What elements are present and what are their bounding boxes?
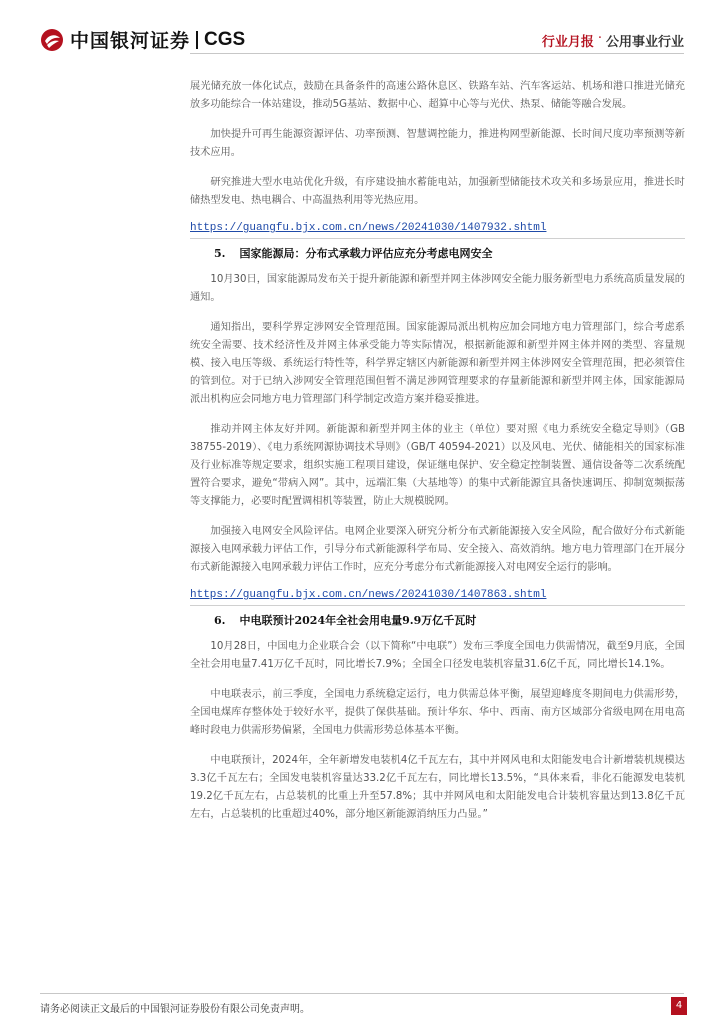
logo-cn-text: 中国银河证券 bbox=[70, 30, 191, 52]
header-separator: · bbox=[597, 31, 602, 46]
footer-disclaimer: 请务必阅读正文最后的中国银河证券股份有限公司免责声明。 bbox=[40, 1004, 310, 1015]
report-type: 行业月报 bbox=[541, 35, 594, 50]
footer-divider bbox=[40, 993, 684, 994]
company-logo bbox=[40, 26, 245, 53]
logo-divider bbox=[196, 31, 198, 49]
paragraph-risk: 加强接入电网安全风险评估。电网企业要深入研究分析分布式新能源接入安全风险，配合做好分布式新能源接入电网承载力评估工作，引导分布式新能源科学布局、安全接入、高效消纳。地方电力管理部门在开展分布式新能源接入电网承载力评估工作时，应充分考虑分布式新能源接入对电网安全运行的影响。 bbox=[190, 526, 685, 573]
paragraph-hydro: 研究推进大型水电站优化升级，有序建设抽水蓄能电站，加强新型储能技术攻关和多场景应用，推进长时储热型发电、热电耦合、中高温热利用等光热应用。 bbox=[190, 177, 685, 206]
paragraph-notice: 10月30日，国家能源局发布关于提升新能源和新型并网主体涉网安全能力服务新型电力系统高质量发展的通知。 bbox=[190, 274, 685, 303]
paragraph-supply-demand: 中电联表示，前三季度，全国电力系统稳定运行，电力供需总体平衡，展望迎峰度冬期间电力供需形势，全国电煤库存整体处于较好水平，提供了保供基础。预计华东、华中、西南、南方区域部分省级电网在用电高峰时段电力供需形势偏紧，全国电力供需形势总体基本平衡。 bbox=[190, 689, 685, 736]
logo-en-text: CGS bbox=[204, 28, 246, 50]
section-number: 5. bbox=[214, 247, 226, 260]
paragraph-grid-connection: 推动并网主体友好并网。新能源和新型并网主体的业主（单位）要对照《电力系统安全稳定导则》（GB 38755-2019）、《电力系统网源协调技术导则》（GB/T 40594-2021）以及风电、光伏、储能相关的国家标准及行业标准等规定要求，组织实施工程项目建设，保证继电保护、安全稳定控制装置、通信设备等二次系统配置符合要求，避免“带病入网”。其中，远端汇集（大基地等）的集中式新能源宜具备快速调压、抑制宽频振荡等支撑能力，必要时配置调相机等装置，防止大规模脱网。 bbox=[190, 424, 685, 507]
section-divider bbox=[190, 605, 685, 606]
paragraph-forecast: 加快提升可再生能源资源评估、功率预测、智慧调控能力，推进构网型新能源、长时间尺度功率预测等新技术应用。 bbox=[190, 129, 685, 158]
logo-mark-icon bbox=[40, 28, 64, 52]
report-body bbox=[190, 78, 685, 836]
paragraph-scope: 通知指出，要科学界定涉网安全管理范围。国家能源局派出机构应加会同地方电力管理部门，综合考虑系统安全需要、技术经济性及并网主体承受能力等实际情况，根据新能源和新型并网主体并网的类型、容量规模、接入电压等级、系统运行特性等，科学界定辖区内新能源和新型并网主体涉网安全管理范围，把必须管住的管到位。对于已纳入涉网安全管理范围但暂不满足涉网管理要求的存量新能源和新型并网主体，国家能源局派出机构应会同地方电力管理部门科学制定改造方案并稳妥推进。 bbox=[190, 322, 685, 405]
header-divider bbox=[190, 53, 684, 54]
industry-name: 公用事业行业 bbox=[605, 35, 684, 50]
source-link-1[interactable]: https://guangfu.bjx.com.cn/news/20241030/1407932.shtml bbox=[190, 222, 547, 234]
report-category bbox=[542, 31, 684, 50]
section-heading-5 bbox=[190, 245, 685, 261]
section-number: 6. bbox=[214, 614, 226, 627]
section-title: 国家能源局：分布式承载力评估应充分考虑电网安全 bbox=[239, 247, 493, 260]
page-number: 4 bbox=[671, 997, 687, 1015]
source-link-2[interactable]: https://guangfu.bjx.com.cn/news/20241030/1407863.shtml bbox=[190, 589, 547, 601]
paragraph-solar-storage: 展光储充放一体化试点，鼓励在具备条件的高速公路休息区、铁路车站、汽车客运站、机场和港口推进光储充放多功能综合一体站建设，推动5G基站、数据中心、超算中心等与光伏、热泵、储能等融合发展。 bbox=[190, 81, 685, 110]
section-heading-6 bbox=[190, 612, 685, 628]
paragraph-forecast-2024: 中电联预计，2024年，全年新增发电装机4亿千瓦左右，其中并网风电和太阳能发电合计新增装机规模达3.3亿千瓦左右；全国发电装机容量达33.2亿千瓦左右，同比增长13.5%，“具体来看，非化石能源发电装机19.2亿千瓦左右，占总装机的比重上升至57.8%；其中并网风电和太阳能发电合计装机容量达到13.8亿千瓦左右，占总装机的比重超过40%，部分地区新能源消纳压力凸显。” bbox=[190, 755, 685, 820]
page-header bbox=[0, 0, 724, 62]
paragraph-cec-release: 10月28日，中国电力企业联合会（以下简称“中电联”）发布三季度全国电力供需情况，截至9月底，全国全社会用电量7.41万亿千瓦时，同比增长7.9%；全国全口径发电装机容量31.6亿千瓦，同比增长14.1%。 bbox=[190, 641, 685, 670]
section-title: 中电联预计2024年全社会用电量9.9万亿千瓦时 bbox=[239, 614, 477, 627]
section-divider bbox=[190, 238, 685, 239]
